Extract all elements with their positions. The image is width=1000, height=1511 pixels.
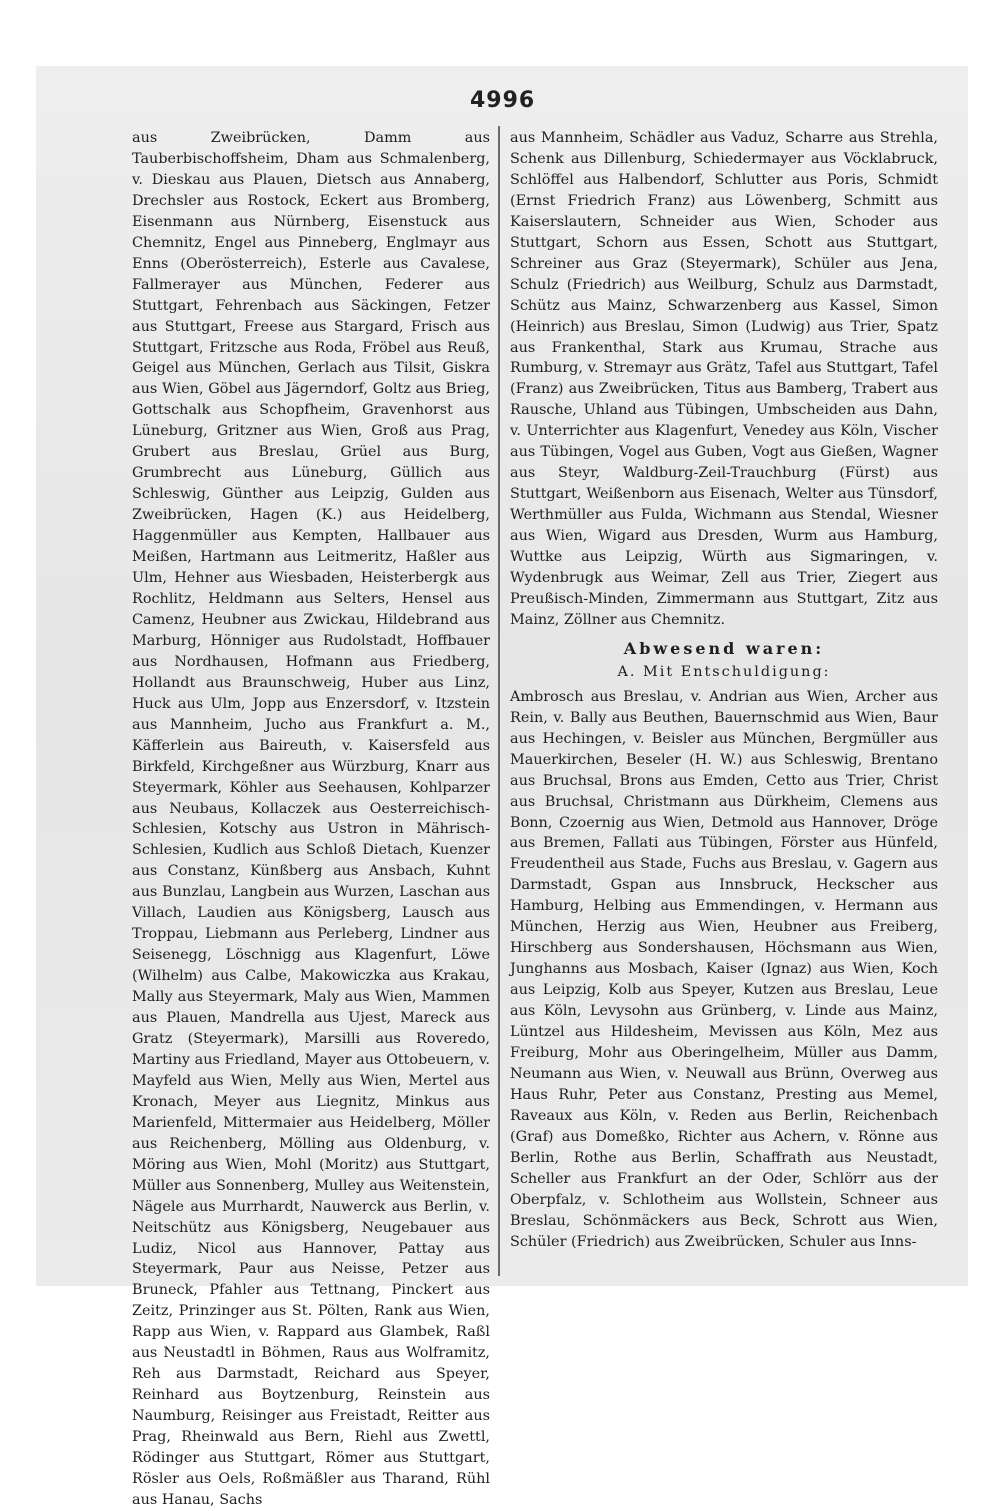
right-column: [510, 128, 938, 1253]
right-column-list: [510, 128, 938, 631]
column-divider: [498, 126, 500, 1276]
absent-list: [510, 687, 938, 1253]
section-heading: Abwesend waren:: [623, 638, 825, 658]
paragraph: aus Zweibrücken, Damm aus Tauberbischoffsheim, Dham aus Schmalenberg, v. Dieskau aus Plauen, Dietsch aus Annaberg, Drechsler aus Rostock, Eckert aus Bromberg, Eisenmann aus Nürnberg, Eisenstuck aus Chemnitz, Engel aus Pinneberg, Englmayr aus Enns (Oberösterreich), Esterle aus Cavalese, Fallmerayer aus München, Federer aus Stuttgart, Fehrenbach aus Säckingen, Fetzer aus Stuttgart, Freese aus Stargard, Frisch aus Stuttgart, Fritzsche aus Roda, Fröbel aus Reuß, Geigel aus München, Gerlach aus Tilsit, Giskra aus Wien, Göbel aus Jägerndorf, Goltz aus Brieg, Gottschalk aus Schopfheim, Gravenhorst aus Lüneburg, Gritzner aus Wien, Groß aus Prag, Grubert aus Breslau, Grüel aus Burg, Grumbrecht aus Lüneburg, Güllich aus Schleswig, Günther aus Leipzig, Gulden aus Zweibrücken, Hagen (K.) aus Heidelberg, Haggenmüller aus Kempten, Hallbauer aus Meißen, Hartmann aus Leitmeritz, Haßler aus Ulm, Hehner aus Wiesbaden, Heisterbergk aus Rochlitz, Heldmann aus Selters, Hensel aus Camenz, Heubner aus Zwickau, Hildebrand aus Marburg, Hönniger aus Rudolstadt, Hoffbauer aus Nordhausen, Hofmann aus Friedberg, Hollandt aus Braunschweig, Huber aus Linz, Huck aus Ulm, Jopp aus Enzersdorf, v. Itzstein aus Mannheim, Jucho aus Frankfurt a. M., Käfferlein aus Baireuth, v. Kaisersfeld aus Birkfeld, Kirchgeßner aus Würzburg, Knarr aus Steyermark, Köhler aus Seehausen, Kohlparzer aus Neubaus, Kollaczek aus Oesterreichisch-Schlesien, Kotschy aus Ustron in Mährisch-Schlesien, Kudlich aus Schloß Dietach, Kuenzer aus Constanz, Künßberg aus Ansbach, Kuhnt aus Bunzlau, Langbein aus Wurzen, Laschan aus Villach, Laudien aus Königsberg, Lausch aus Troppau, Liebmann aus Perleberg, Lindner aus Seisenegg, Löschnigg aus Klagenfurt, Löwe (Wilhelm) aus Calbe, Makowiczka aus Krakau, Mally aus Steyermark, Maly aus Wien, Mammen aus Plauen, Mandrella aus Ujest, Mareck aus Gratz (Steyermark), Marsilli aus Roveredo, Martiny aus Friedland, Mayer aus Ottobeuern, v. Mayfeld aus Wien, Melly aus Wien, Mertel aus Kronach, Meyer aus Liegnitz, Minkus aus Marienfeld, Mittermaier aus Heidelberg, Möller aus Reichenberg, Mölling aus Oldenburg, v. Möring aus Wien, Mohl (Moritz) aus Stuttgart, Müller aus Sonnenberg, Mulley aus Weitenstein, Nägele aus Murrhardt, Nauwerck aus Berlin, v. Neitschütz aus Königsberg, Neugebauer aus Ludiz, Nicol aus Hannover, Pattay aus Steyermark, Paur aus Neisse, Petzer aus Bruneck, Pfahler aus Tettnang, Pinckert aus Zeitz, Prinzinger aus St. Pölten, Rank aus Wien, Rapp aus Wien, v. Rappard aus Glambek, Raßl aus Neustadtl in Böhmen, Raus aus Wolframitz, Reh aus Darmstadt, Reichard aus Speyer, Reinhard aus Boytzenburg, Reinstein aus Naumburg, Reisinger aus Freistadt, Reitter aus Prag, Rheinwald aus Bern, Riehl aus Zwettl, Rödinger aus Stuttgart, Römer aus Stuttgart, Rösler aus Oels, Roßmäßler aus Tharand, Rühl aus Hanau, Sachs: [132, 130, 490, 1508]
paragraph: aus Mannheim, Schädler aus Vaduz, Scharre aus Strehla, Schenk aus Dillenburg, Schiedermayer aus Vöcklabruck, Schlöffel aus Halbendorf, Schlutter aus Poris, Schmidt (Ernst Friedrich Franz) aus Löwenberg, Schmitt aus Kaiserslautern, Schneider aus Wien, Schoder aus Stuttgart, Schorn aus Essen, Schott aus Stuttgart, Schreiner aus Graz (Steyermark), Schüler aus Jena, Schulz (Friedrich) aus Weilburg, Schulz aus Darmstadt, Schütz aus Mainz, Schwarzenberg aus Kassel, Simon (Heinrich) aus Breslau, Simon (Ludwig) aus Trier, Spatz aus Frankenthal, Stark aus Krumau, Strache aus Rumburg, v. Stremayr aus Grätz, Tafel aus Stuttgart, Tafel (Franz) aus Zweibrücken, Titus aus Bamberg, Trabert aus Rausche, Uhland aus Tübingen, Umbscheiden aus Dahn, v. Unterrichter aus Klagenfurt, Venedey aus Köln, Vischer aus Tübingen, Vogel aus Guben, Vogt aus Gießen, Wagner aus Steyr, Waldburg-Zeil-Trauchburg (Fürst) aus Stuttgart, Weißenborn aus Eisenach, Welter aus Tünsdorf, Werthmüller aus Fulda, Wichmann aus Stendal, Wiesner aus Wien, Wigard aus Dresden, Wurm aus Hamburg, Wuttke aus Leipzig, Würth aus Sigmaringen, v. Wydenbrugk aus Weimar, Zell aus Trier, Ziegert aus Preußisch-Minden, Zimmermann aus Stuttgart, Zitz aus Mainz, Zöllner aus Chemnitz.: [510, 130, 938, 628]
left-column: [132, 128, 490, 1511]
paragraph: Ambrosch aus Breslau, v. Andrian aus Wien, Archer aus Rein, v. Bally aus Beuthen, Bauernschmid aus Wien, Baur aus Hechingen, v. Beisler aus München, Bergmüller aus Mauerkirchen, Beseler (H. W.) aus Schleswig, Brentano aus Bruchsal, Brons aus Emden, Cetto aus Trier, Christ aus Bruchsal, Christmann aus Dürkheim, Clemens aus Bonn, Czoernig aus Wien, Detmold aus Hannover, Dröge aus Bremen, Fallati aus Tübingen, Förster aus Hünfeld, Freudentheil aus Stade, Fuchs aus Breslau, v. Gagern aus Darmstadt, Gspan aus Innsbruck, Heckscher aus Hamburg, Helbing aus Emmendingen, v. Hermann aus München, Herzig aus Wien, Heubner aus Freiberg, Hirschberg aus Sondershausen, Höchsmann aus Wien, Junghanns aus Mosbach, Kaiser (Ignaz) aus Wien, Koch aus Leipzig, Kolb aus Speyer, Kutzen aus Breslau, Leue aus Köln, Levysohn aus Grünberg, v. Linde aus Mainz, Lüntzel aus Hildesheim, Mevissen aus Köln, Mez aus Freiburg, Mohr aus Oberingelheim, Müller aus Damm, Neumann aus Wien, v. Neuwall aus Brünn, Overweg aus Haus Ruhr, Peter aus Constanz, Presting aus Memel, Raveaux aus Köln, v. Reden aus Berlin, Reichenbach (Graf) aus Domeßko, Richter aus Achern, v. Rönne aus Berlin, Rothe aus Berlin, Schaffrath aus Neustadt, Scheller aus Frankfurt an der Oder, Schlörr aus der Oberpfalz, v. Schlotheim aus Wollstein, Schneer aus Breslau, Schönmäckers aus Beck, Schrott aus Wien, Schüler (Friedrich) aus Zweibrücken, Schuler aus Inns-: [510, 688, 938, 1250]
page-number: 4996: [470, 88, 536, 113]
section-subheading: A. Mit Entschuldigung:: [617, 663, 831, 680]
bleed-through-text-left: [44, 128, 122, 1238]
